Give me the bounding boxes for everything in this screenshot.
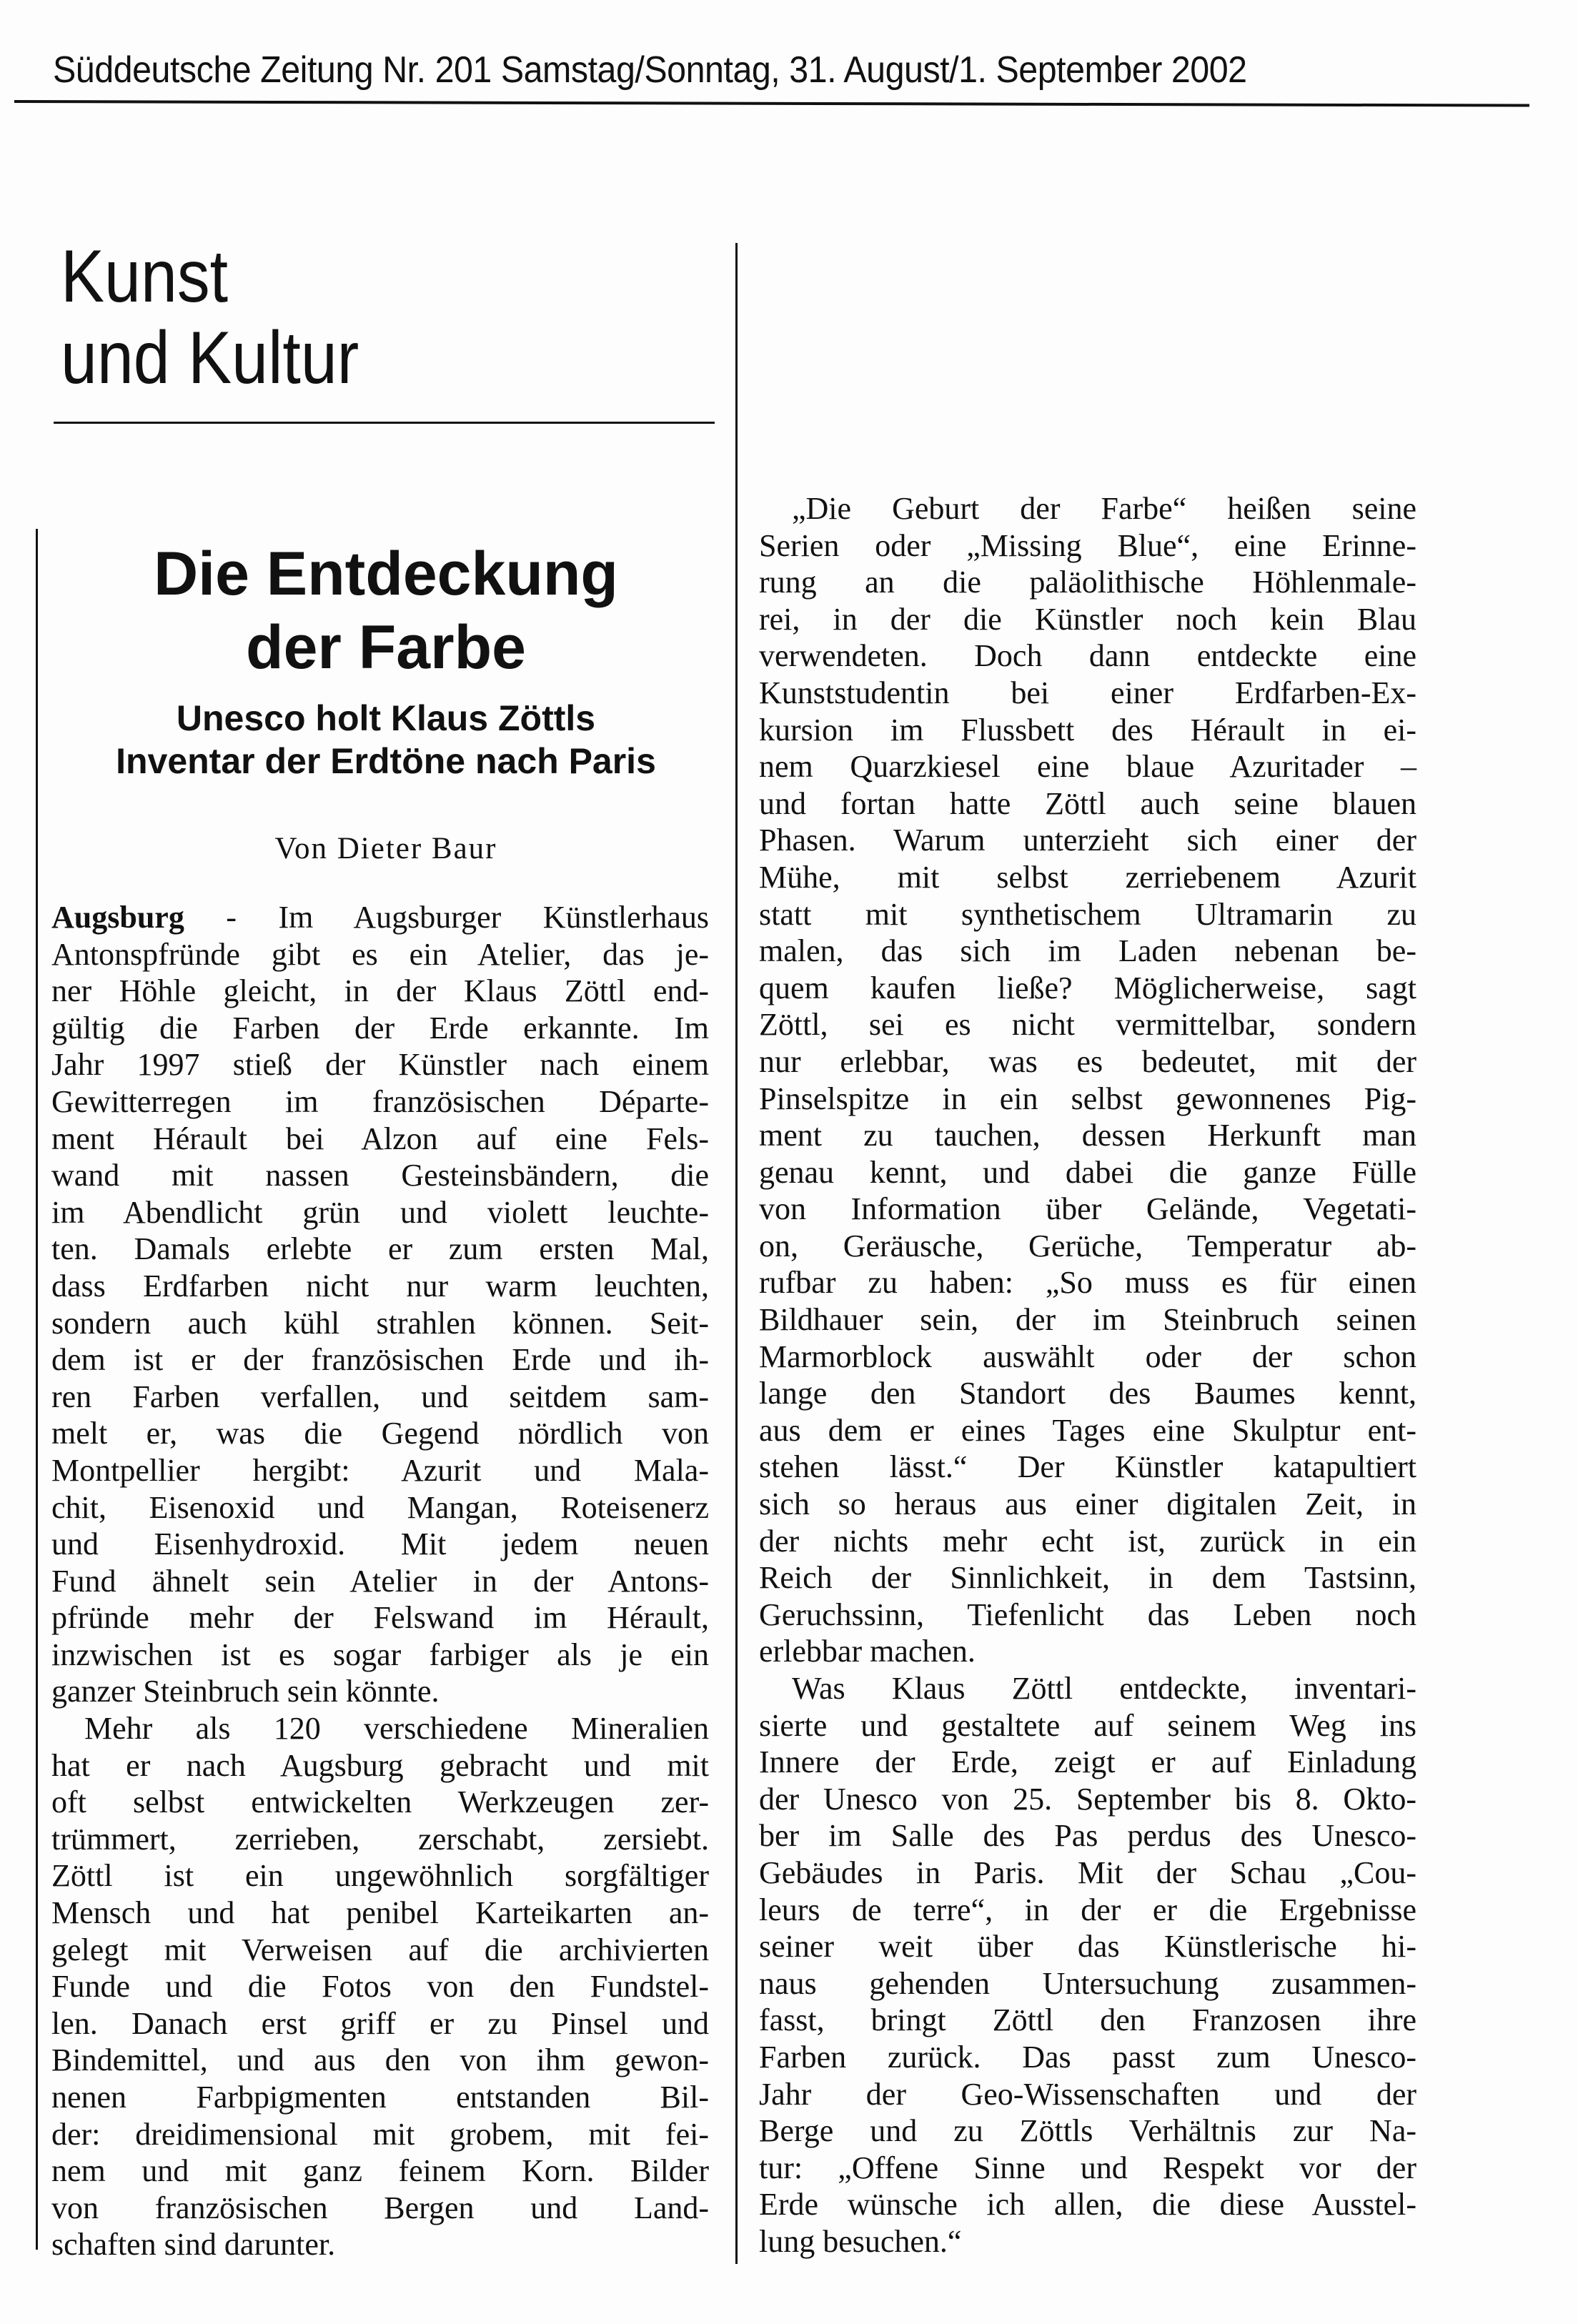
text-line: stehen lässt.“ Der Künstler katapultiert [759,1449,1416,1485]
text-line: Innere der Erde, zeigt er auf Einladung [759,1744,1416,1780]
text-line: malen, das sich im Laden nebenan be- [759,933,1416,969]
dateline: Augsburg [51,900,184,935]
text-line: Mehr als 120 verschiedene Mineralien [84,1711,709,1747]
text-line: fasst, bringt Zöttl den Franzosen ihre [759,2002,1416,2038]
text-line: nem und mit ganz feinem Korn. Bilder [51,2153,709,2189]
text-line: gelegt mit Verweisen auf die archivierten [51,1932,709,1967]
text-line: gültig die Farben der Erde erkannte. Im [51,1010,709,1046]
text-line: im Abendlicht grün und violett leuchte- [51,1194,709,1230]
text-line: der: dreidimensional mit grobem, mit fei- [51,2116,709,2152]
text-line: Fund ähnelt sein Atelier in der Antons- [51,1563,709,1599]
article-column-left [51,899,709,2263]
text-line: Marmorblock auswählt oder der schon [759,1339,1416,1374]
text-line: Zöttl ist ein ungewöhnlich sorgfältiger [51,1858,709,1894]
article-column-right [759,490,1416,2260]
text-line: dass Erdfarben nicht nur warm leuchten, [51,1268,709,1303]
text-line: Bildhauer sein, der im Steinbruch seinen [759,1302,1416,1338]
text-line: nur erlebbar, was es bedeutet, mit der [759,1043,1416,1079]
column-divider [735,243,738,2264]
text-line: wand mit nassen Gesteinsbändern, die [51,1158,709,1193]
text-line: ren Farben verfallen, und seitdem sam- [51,1379,709,1414]
headline-line1: Die Entdeckung [154,540,618,608]
section-title [61,236,359,399]
text-line: Montpellier hergibt: Azurit und Mala- [51,1452,709,1488]
text-line: rei, in der die Künstler noch kein Blau [759,601,1416,637]
newspaper-masthead: Süddeutsche Zeitung Nr. 201 Samstag/Sonntag, 31. August/1. September 2002 [53,49,1247,91]
text-line: sondern auch kühl strahlen können. Seit- [51,1305,709,1341]
text-line: quem kaufen ließe? Möglicherweise, sagt [759,970,1416,1005]
text-line: ber im Salle des Pas perdus des Unesco- [759,1818,1416,1854]
text-line: Serien oder „Missing Blue“, eine Erinne- [759,527,1416,563]
text-line: Jahr 1997 stieß der Künstler nach einem [51,1047,709,1083]
text-line: Geruchssinn, Tiefenlicht das Leben noch [759,1596,1416,1632]
article-subheadline [54,697,718,783]
text-line: nenen Farbpigmenten entstanden Bil- [51,2080,709,2115]
text-line: Gewitterregen im französischen Départe- [51,1083,709,1119]
left-margin-rule [36,529,38,2250]
text-line: inzwischen ist es sogar farbiger als je ein [51,1637,709,1672]
text-line: schaften sind darunter. [51,2227,336,2263]
text-line: on, Geräusche, Gerüche, Temperatur ab- [759,1228,1416,1263]
article-byline: Von Dieter Baur [274,832,497,865]
masthead-rule [14,100,1529,107]
text-line: ment Hérault bei Alzon auf eine Fels- [51,1121,709,1156]
section-rule [54,422,715,424]
text-line: lange den Standort des Baumes kennt, [759,1376,1416,1411]
text-line: von Information über Gelände, Vegetati- [759,1191,1416,1227]
text-line: Mensch und hat penibel Karteikarten an- [51,1895,709,1931]
text-line: Berge und zu Zöttls Verhältnis zur Na- [759,2113,1416,2149]
text-line: ganzer Steinbruch sein könnte. [51,1674,440,1709]
text-line: Gebäudes in Paris. Mit der Schau „Cou- [759,1854,1416,1890]
text-line: sierte und gestaltete auf seinem Weg ins [759,1707,1416,1743]
text-line: sich so heraus aus einer digitalen Zeit, in [759,1486,1416,1522]
text-line: ten. Damals erlebte er zum ersten Mal, [51,1231,709,1267]
text-line [51,899,709,936]
text-line: hat er nach Augsburg gebracht und mit [51,1747,709,1783]
text-line: Antonspfründe gibt es ein Atelier, das je- [51,936,709,972]
text-line: lung besuchen.“ [759,2223,962,2259]
text-line: pfründe mehr der Felswand im Hérault, [51,1600,709,1636]
text-line: Bindemittel, und aus den von ihm gewon- [51,2042,709,2078]
section-title-line1: Kunst [61,235,229,318]
text-line: und Eisenhydroxid. Mit jedem neuen [51,1526,709,1562]
text-line: erlebbar machen. [759,1634,976,1669]
text-line: Zöttl, sei es nicht vermittelbar, sondern [759,1007,1416,1043]
text-line: Erde wünsche ich allen, die diese Ausstel- [759,2187,1416,2223]
text-line: von französischen Bergen und Land- [51,2190,709,2225]
text-line: seiner weit über das Künstlerische hi- [759,1929,1416,1965]
text-line: Jahr der Geo-Wissenschaften und der [759,2076,1416,2112]
text-line: Pinselspitze in ein selbst gewonnenes Pig- [759,1081,1416,1116]
text-line: ment zu tauchen, dessen Herkunft man [759,1118,1416,1153]
text-line: und fortan hatte Zöttl auch seine blauen [759,785,1416,821]
section-title-line2: und Kultur [61,317,359,399]
text-line: naus gehenden Untersuchung zusammen- [759,1965,1416,2001]
text-line: trümmert, zerrieben, zerschabt, zersiebt. [51,1821,709,1857]
text-line: aus dem er eines Tages eine Skulptur ent- [759,1412,1416,1448]
text-line: kursion im Flussbett des Hérault in ei- [759,712,1416,748]
text-line: tur: „Offene Sinne und Respekt vor der [759,2150,1416,2185]
text-line: oft selbst entwickelten Werkzeugen zer- [51,1784,709,1820]
text-line: chit, Eisenoxid und Mangan, Roteisenerz [51,1489,709,1525]
text-line-content: - Im Augsburger Künstlerhaus [184,900,709,935]
text-line: rung an die paläolithische Höhlenmale- [759,565,1416,600]
subhead-line1: Unesco holt Klaus Zöttls [176,698,596,738]
text-line: dem ist er der französischen Erde und ih- [51,1342,709,1378]
text-line: Kunststudentin bei einer Erdfarben-Ex- [759,675,1416,710]
text-line: ner Höhle gleicht, in der Klaus Zöttl end- [51,973,709,1009]
text-line: len. Danach erst griff er zu Pinsel und [51,2005,709,2041]
headline-line2: der Farbe [246,613,526,682]
text-line: Reich der Sinnlichkeit, in dem Tastsinn, [759,1560,1416,1596]
text-line: der nichts mehr echt ist, zurück in ein [759,1523,1416,1559]
text-line: „Die Geburt der Farbe“ heißen seine [792,491,1416,526]
text-line: Funde und die Fotos von den Fundstel- [51,1969,709,2005]
text-line: statt mit synthetischem Ultramarin zu [759,896,1416,932]
text-line: der Unesco von 25. September bis 8. Okto- [759,1781,1416,1817]
text-line: Mühe, mit selbst zerriebenem Azurit [759,859,1416,895]
text-line: genau kennt, und dabei die ganze Fülle [759,1154,1416,1190]
text-line: rufbar zu haben: „So muss es für einen [759,1265,1416,1301]
text-line: nem Quarzkiesel eine blaue Azuritader – [759,749,1416,785]
text-line: melt er, was die Gegend nördlich von [51,1416,709,1451]
article-headline [54,537,718,685]
subhead-line2: Inventar der Erdtöne nach Paris [116,741,656,781]
text-line: leurs de terre“, in der er die Ergebnisse [759,1892,1416,1927]
text-line: Phasen. Warum unterzieht sich einer der [759,823,1416,858]
text-line: Farben zurück. Das passt zum Unesco- [759,2039,1416,2075]
text-line: Was Klaus Zöttl entdeckte, inventari- [792,1671,1416,1706]
text-line: verwendeten. Doch dann entdeckte eine [759,638,1416,674]
